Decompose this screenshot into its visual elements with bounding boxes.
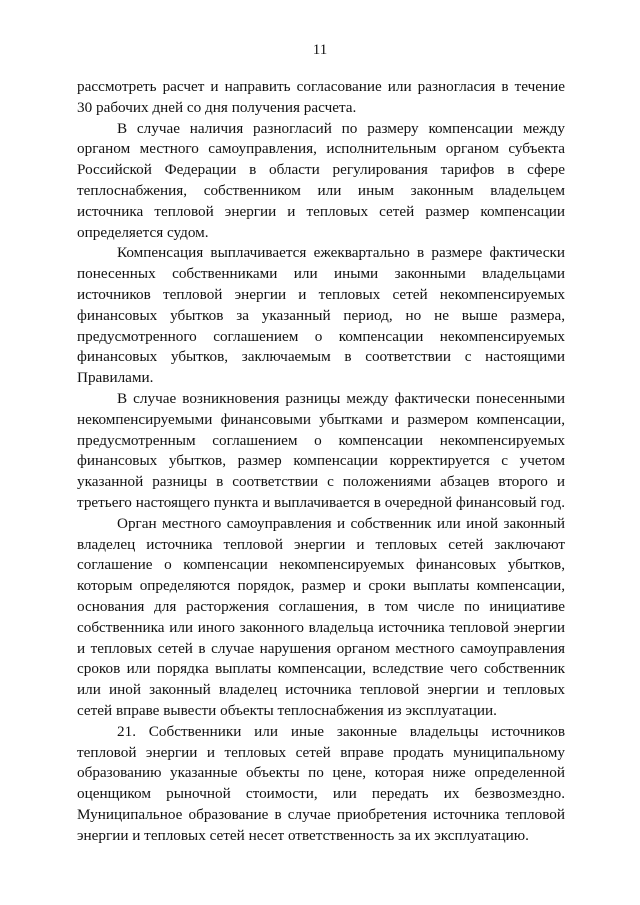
paragraph-compensation-payment: Компенсация выплачивается ежеквартально в размере фактически понесенных собственниками или иными законными владельцами источников тепловой энергии и тепловых сетей некомпенсируемых финансовых убытков за указанный период, но не выше размера, предусмотренного соглашением о компенсации некомпенсируемых финансовых убытков, заключаемым в соответствии с настоящими Правилами. [77, 244, 565, 387]
paragraph-compensation-difference: В случае возникновения разницы между фактически понесенными некомпенсируемыми финансовыми убытками и размером компенсации, предусмотренным соглашением о компенсации некомпенсируемых финансовых убытков, размер компенсации корректируется с учетом указанной разницы в соответствии с положениями абзацев второго и третьего настоящего пункта и выплачивается в очередной финансовый год. [77, 389, 565, 511]
page-number: 11 [312, 42, 328, 58]
paragraph-item-21: 21. Собственники или иные законные владельцы источников тепловой энергии и тепловых сетей вправе продать муниципальному образованию указанные объекты по цене, которая ниже определенной оценщиком рыночной стоимости, или передать их безвозмездно. Муниципальное образование в случае приобретения источника тепловой энергии и тепловых сетей несет ответственность за их эксплуатацию. [77, 722, 565, 844]
document-body [77, 77, 565, 846]
paragraph-disagreements: В случае наличия разногласий по размеру компенсации между органом местного самоуправления, исполнительным органом субъекта Российской Федерации в области регулирования тарифов в сфере теплоснабжения, собственником или иным законным владельцем источника тепловой энергии и тепловых сетей размер компенсации определяется судом. [77, 119, 565, 241]
paragraph-compensation-agreement: Орган местного самоуправления и собственник или иной законный владелец источника тепловой энергии и тепловых сетей заключают соглашение о компенсации некомпенсируемых финансовых убытков, которым определяются порядок, размер и сроки выплаты компенсации, основания для расторжения соглашения, в том числе по инициативе собственника или иного законного владельца источника тепловой энергии и тепловых сетей в случае нарушения органом местного самоуправления сроков или порядка выплаты компенсации, вследствие чего собственник или иной законный владелец источника тепловой энергии и тепловых сетей вправе вывести объекты теплоснабжения из эксплуатации. [77, 514, 565, 719]
paragraph-continuation: рассмотреть расчет и направить согласование или разногласия в течение 30 рабочих дней со дня получения расчета. [77, 78, 565, 116]
